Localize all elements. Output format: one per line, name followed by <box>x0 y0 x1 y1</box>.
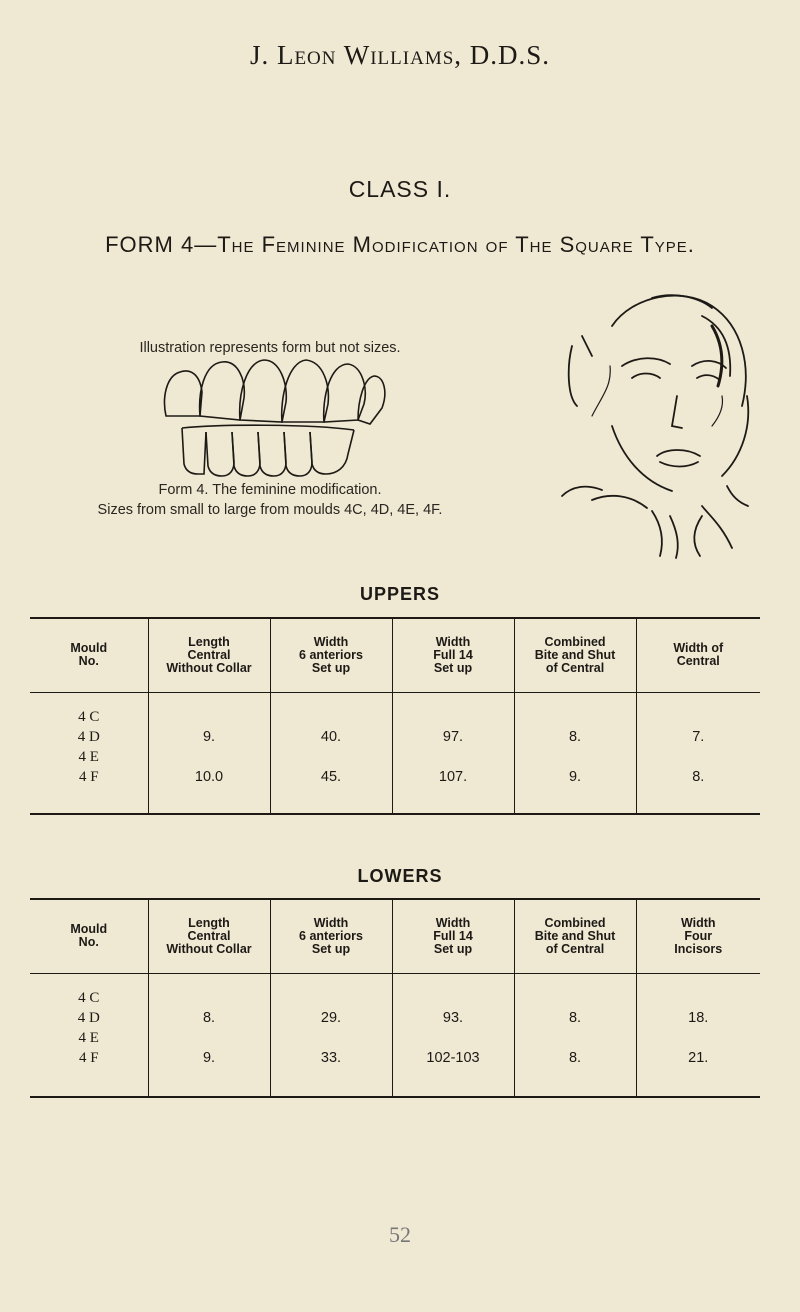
mould-label: 4 C <box>78 989 100 1006</box>
mould-label: 4 D <box>77 1009 100 1026</box>
lowers-header-length: Length Central Without Collar <box>148 899 270 973</box>
lowers-combined-cell <box>514 973 636 1097</box>
table-value: 18. <box>688 1009 709 1026</box>
table-value: 9. <box>568 768 582 785</box>
form-title-text: The Feminine Modification of The Square Type. <box>217 232 695 257</box>
table-value: 33. <box>320 1049 342 1066</box>
uppers-header-length: Length Central Without Collar <box>148 618 270 692</box>
lowers-table <box>30 898 760 1098</box>
table-value: 8. <box>692 768 705 785</box>
table-value: 40. <box>320 728 342 745</box>
uppers-combined-cell <box>514 692 636 814</box>
uppers-header-width-6: Width 6 anteriors Set up <box>270 618 392 692</box>
lowers-title: LOWERS <box>357 866 443 886</box>
table-value: 21. <box>688 1049 709 1066</box>
uppers-table <box>30 617 760 815</box>
form-title-prefix: FORM 4— <box>105 232 218 257</box>
table-value: 8. <box>568 1049 582 1066</box>
lowers-width-14-cell <box>392 973 514 1097</box>
uppers-width-14-cell <box>392 692 514 814</box>
lowers-header-row <box>30 899 760 973</box>
lowers-header-combined: Combined Bite and Shut of Central <box>514 899 636 973</box>
table-value: 97. <box>442 728 464 745</box>
table-value: 29. <box>320 1009 342 1026</box>
mould-label: 4 F <box>78 768 99 785</box>
table-value: 10.0 <box>194 768 224 785</box>
uppers-header-row <box>30 618 760 692</box>
uppers-header-width-central: Width of Central <box>636 618 760 692</box>
uppers-title: UPPERS <box>359 584 441 604</box>
table-value: 93. <box>442 1009 464 1026</box>
uppers-header-mould: Mould No. <box>30 618 148 692</box>
uppers-mould-cell <box>30 692 148 814</box>
lowers-mould-cell <box>30 973 148 1097</box>
mould-label: 4 C <box>78 708 100 725</box>
mould-label: 4 E <box>78 748 99 765</box>
table-value: 8. <box>202 1009 216 1026</box>
lowers-header-width-14: Width Full 14 Set up <box>392 899 514 973</box>
lowers-data-row <box>30 973 760 1097</box>
face-sketch-illustration <box>552 286 772 566</box>
table-value: 102-103 <box>426 1049 480 1066</box>
illustration-note: Illustration represents form but not sizes. <box>139 340 401 356</box>
uppers-width-central-cell <box>636 692 760 814</box>
mould-label: 4 F <box>78 1049 99 1066</box>
uppers-data-row <box>30 692 760 814</box>
table-value: 7. <box>692 728 705 745</box>
mould-label: 4 E <box>78 1029 99 1046</box>
table-value: 45. <box>320 768 342 785</box>
uppers-header-combined: Combined Bite and Shut of Central <box>514 618 636 692</box>
table-value: 107. <box>438 768 468 785</box>
table-value: 8. <box>568 728 582 745</box>
lowers-header-width-incisors: Width Four Incisors <box>636 899 760 973</box>
table-value: 9. <box>202 728 216 745</box>
uppers-width-6-cell <box>270 692 392 814</box>
lowers-length-cell <box>148 973 270 1097</box>
class-title: CLASS I. <box>348 176 452 202</box>
form-title <box>0 232 800 258</box>
mould-label: 4 D <box>77 728 100 745</box>
lowers-width-incisors-cell <box>636 973 760 1097</box>
lowers-header-mould: Mould No. <box>30 899 148 973</box>
table-value: 9. <box>202 1049 216 1066</box>
lowers-header-width-6: Width 6 anteriors Set up <box>270 899 392 973</box>
teeth-illustration <box>160 358 390 478</box>
illustration-caption-1: Form 4. The feminine modification. <box>158 482 382 498</box>
uppers-length-cell <box>148 692 270 814</box>
table-value: 8. <box>568 1009 582 1026</box>
uppers-header-width-14: Width Full 14 Set up <box>392 618 514 692</box>
illustration-caption-2: Sizes from small to large from moulds 4C, 4D, 4E, 4F. <box>97 502 443 518</box>
lowers-width-6-cell <box>270 973 392 1097</box>
page-number: 52 <box>389 1222 411 1247</box>
running-header: J. Leon Williams, D.D.S. <box>249 40 551 70</box>
